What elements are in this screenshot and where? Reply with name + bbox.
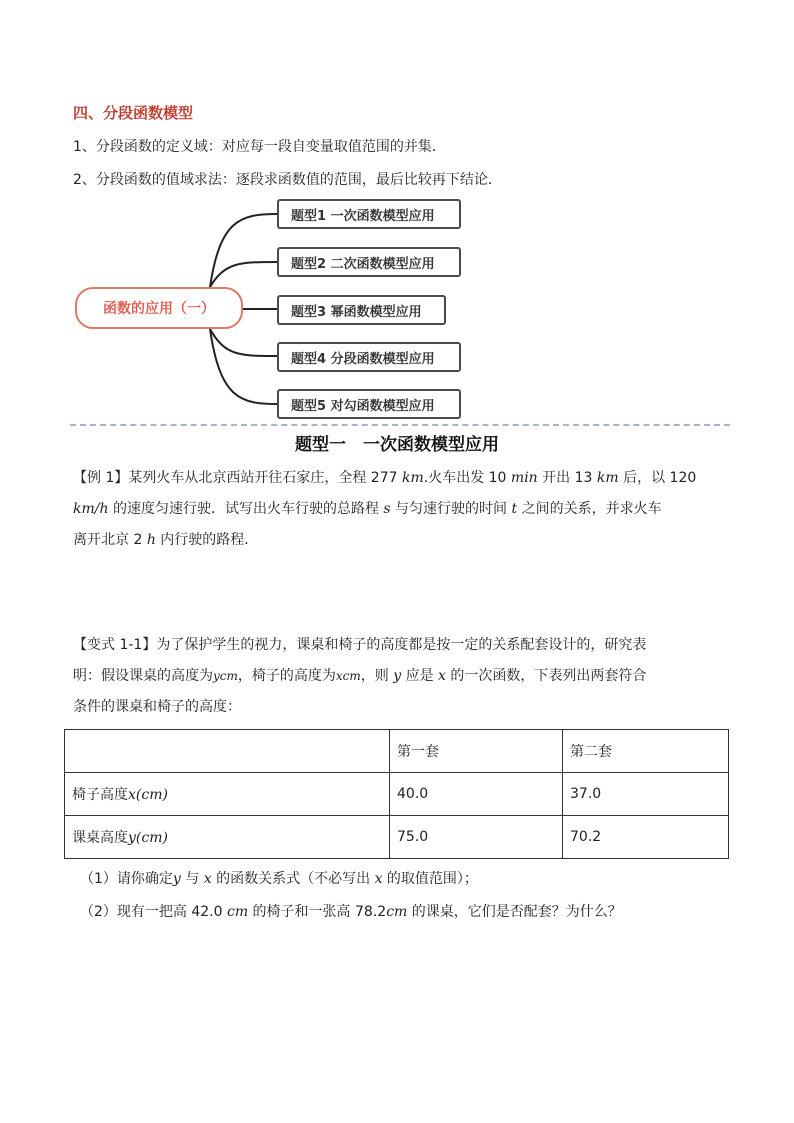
variant-line-2: 明：假设课桌的高度为ycm，椅子的高度为xcm，则 y 应是 x 的一次函数，下表列出两套符合 — [73, 668, 647, 684]
variant-tag: 【变式 1-1】 — [73, 637, 157, 653]
example-1 — [73, 463, 733, 556]
mindmap-branch-2: 题型2 二次函数模型应用 — [277, 247, 461, 277]
table-row — [65, 816, 729, 859]
table-header-cell: 第二套 — [563, 730, 729, 773]
mindmap — [70, 190, 470, 420]
table-row — [65, 773, 729, 816]
table-cell: 75.0 — [390, 816, 563, 859]
type-title: 题型一 一次函数模型应用 — [295, 435, 499, 455]
table-row-label: 椅子高度x(cm) — [65, 773, 390, 816]
connector-branch-1 — [210, 214, 277, 287]
question-2: （2）现有一把高 42.0 cm 的椅子和一张高 78.2cm 的课桌，它们是否配套？为什么？ — [80, 904, 622, 920]
definition-domain-text: 1、分段函数的定义域：对应每一段自变量取值范围的并集． — [73, 139, 446, 155]
mindmap-branch-5: 题型5 对勾函数模型应用 — [277, 389, 461, 419]
table-header-cell — [65, 730, 390, 773]
variant-line-1: 【变式 1-1】为了保护学生的视力，课桌和椅子的高度都是按一定的关系配套设计的，研究表 — [73, 637, 647, 653]
table-cell: 70.2 — [563, 816, 729, 859]
example-tag: 【例 1】 — [73, 470, 129, 486]
mindmap-branch-3: 题型3 幂函数模型应用 — [277, 295, 446, 325]
height-table — [64, 729, 729, 859]
definition-range-text: 2、分段函数的值域求法：逐段求函数值的范围，最后比较再下结论． — [73, 172, 502, 188]
connector-branch-5 — [210, 329, 277, 404]
table-header-row — [65, 730, 729, 773]
variant-line-3: 条件的课桌和椅子的高度： — [73, 699, 241, 715]
example-line-3: 离开北京 2 h 内行驶的路程． — [73, 532, 259, 548]
table-header-cell: 第一套 — [390, 730, 563, 773]
table-row-label: 课桌高度y(cm) — [65, 816, 390, 859]
example-line-1: 【例 1】某列火车从北京西站开往石家庄，全程 277 km.火车出发 10 min 开出 13 km 后，以 120 — [73, 470, 697, 486]
section-heading: 四、分段函数模型 — [73, 104, 194, 122]
mindmap-root-node: 函数的应用（一） — [75, 287, 243, 329]
table-cell: 37.0 — [563, 773, 729, 816]
mindmap-branch-4: 题型4 分段函数模型应用 — [277, 342, 461, 372]
connector-branch-2 — [210, 262, 277, 287]
mindmap-branch-1: 题型1 一次函数模型应用 — [277, 199, 461, 229]
example-line-2: km/h 的速度匀速行驶．试写出火车行驶的总路程 s 与匀速行驶的时间 t 之间的关系，并求火车 — [73, 501, 662, 517]
table-cell: 40.0 — [390, 773, 563, 816]
question-1: （1）请你确定y 与 x 的函数关系式（不必写出 x 的取值范围）； — [80, 871, 478, 887]
dashed-divider — [70, 424, 730, 426]
connector-branch-4 — [210, 329, 277, 356]
variant-1-1 — [73, 630, 733, 723]
